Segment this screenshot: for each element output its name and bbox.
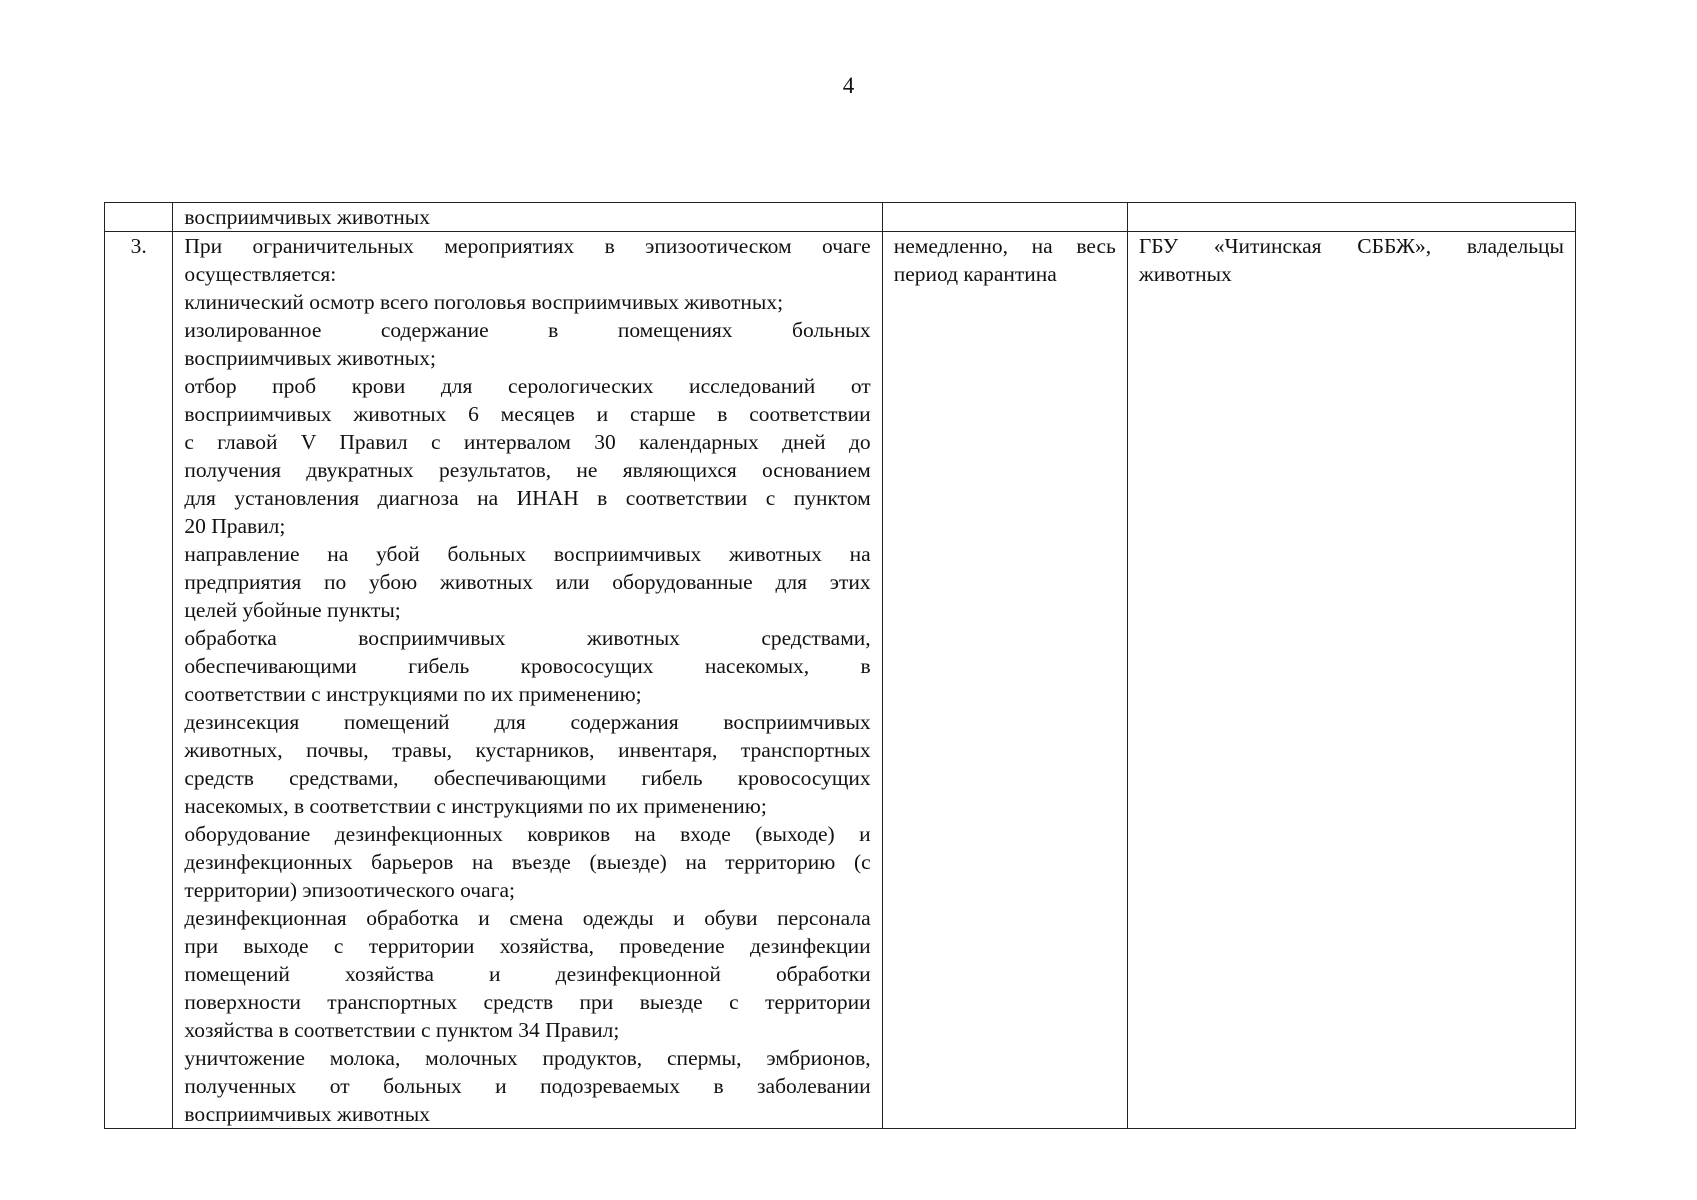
- measure-line: отбор проб крови для серологических исследований от: [184, 374, 871, 398]
- measure-line: дезинфекционная обработка и смена одежды и обуви персонала: [184, 906, 871, 930]
- measure-line: восприимчивых животных 6 месяцев и старше в соответствии: [184, 402, 871, 426]
- measure-line: При ограничительных мероприятиях в эпизоотическом очаге: [184, 234, 871, 258]
- executor-line: животных: [1138, 262, 1232, 286]
- term-cell: [882, 203, 1127, 232]
- row-number-cell: [105, 203, 173, 232]
- measure-line: обработка восприимчивых животных средствами,: [184, 626, 871, 650]
- measure-cell: [173, 232, 882, 1129]
- measure-line: животных, почвы, травы, кустарников, инвентаря, транспортных: [184, 738, 871, 762]
- term-cell: [882, 232, 1127, 1129]
- table-row-3: [105, 232, 1576, 1129]
- measure-line: целей убойные пункты;: [184, 598, 401, 622]
- measure-line: осуществляется:: [184, 262, 337, 286]
- row-number: 3.: [130, 234, 147, 258]
- measure-line: направление на убой больных восприимчивых животных на: [184, 542, 871, 566]
- measure-line: изолированное содержание в помещениях больных: [184, 318, 871, 342]
- table-row-continuation: [105, 203, 1576, 232]
- measure-line: средств средствами, обеспечивающими гибель кровососущих: [184, 766, 871, 790]
- measure-line: при выходе с территории хозяйства, проведение дезинфекции: [184, 934, 871, 958]
- measure-line: поверхности транспортных средств при выезде с территории: [184, 990, 871, 1014]
- term-line: немедленно, на весь: [893, 234, 1116, 258]
- measure-line: обеспечивающими гибель кровососущих насекомых, в: [184, 654, 871, 678]
- measures-table: [104, 202, 1576, 1129]
- measure-line: предприятия по убою животных или оборудованные для этих: [184, 570, 871, 594]
- measure-line: дезинфекционных барьеров на въезде (выезде) на территорию (с: [184, 850, 871, 874]
- row-number-cell: [105, 232, 173, 1129]
- measure-line: хозяйства в соответствии с пунктом 34 Правил;: [184, 1018, 620, 1042]
- measure-line: для установления диагноза на ИНАН в соответствии с пунктом: [184, 486, 871, 510]
- measure-line: уничтожение молока, молочных продуктов, спермы, эмбрионов,: [184, 1046, 871, 1070]
- executor-cell: [1127, 203, 1575, 232]
- measure-line: дезинсекция помещений для содержания восприимчивых: [184, 710, 871, 734]
- measure-line: территории) эпизоотического очага;: [184, 878, 515, 902]
- term-line: период карантина: [893, 262, 1057, 286]
- measure-line: 20 Правил;: [184, 514, 286, 538]
- measure-line: насекомых, в соответствии с инструкциями по их применению;: [184, 794, 767, 818]
- measure-line: получения двукратных результатов, не являющихся основанием: [184, 458, 871, 482]
- measure-line: соответствии с инструкциями по их применению;: [184, 682, 642, 706]
- measure-line: оборудование дезинфекционных ковриков на входе (выходе) и: [184, 822, 871, 846]
- measure-line: восприимчивых животных: [184, 1102, 430, 1126]
- executor-cell: [1127, 232, 1575, 1129]
- measure-line: с главой V Правил с интервалом 30 календарных дней до: [184, 430, 871, 454]
- measure-line: клинический осмотр всего поголовья восприимчивых животных;: [184, 290, 784, 314]
- page-number: 4: [842, 73, 855, 98]
- measure-line: полученных от больных и подозреваемых в заболевании: [184, 1074, 871, 1098]
- measure-line: помещений хозяйства и дезинфекционной обработки: [184, 962, 871, 986]
- measure-text: восприимчивых животных: [184, 205, 430, 229]
- executor-line: ГБУ «Читинская СББЖ», владельцы: [1138, 234, 1564, 258]
- measure-cell: [173, 203, 882, 232]
- measure-line: восприимчивых животных;: [184, 346, 436, 370]
